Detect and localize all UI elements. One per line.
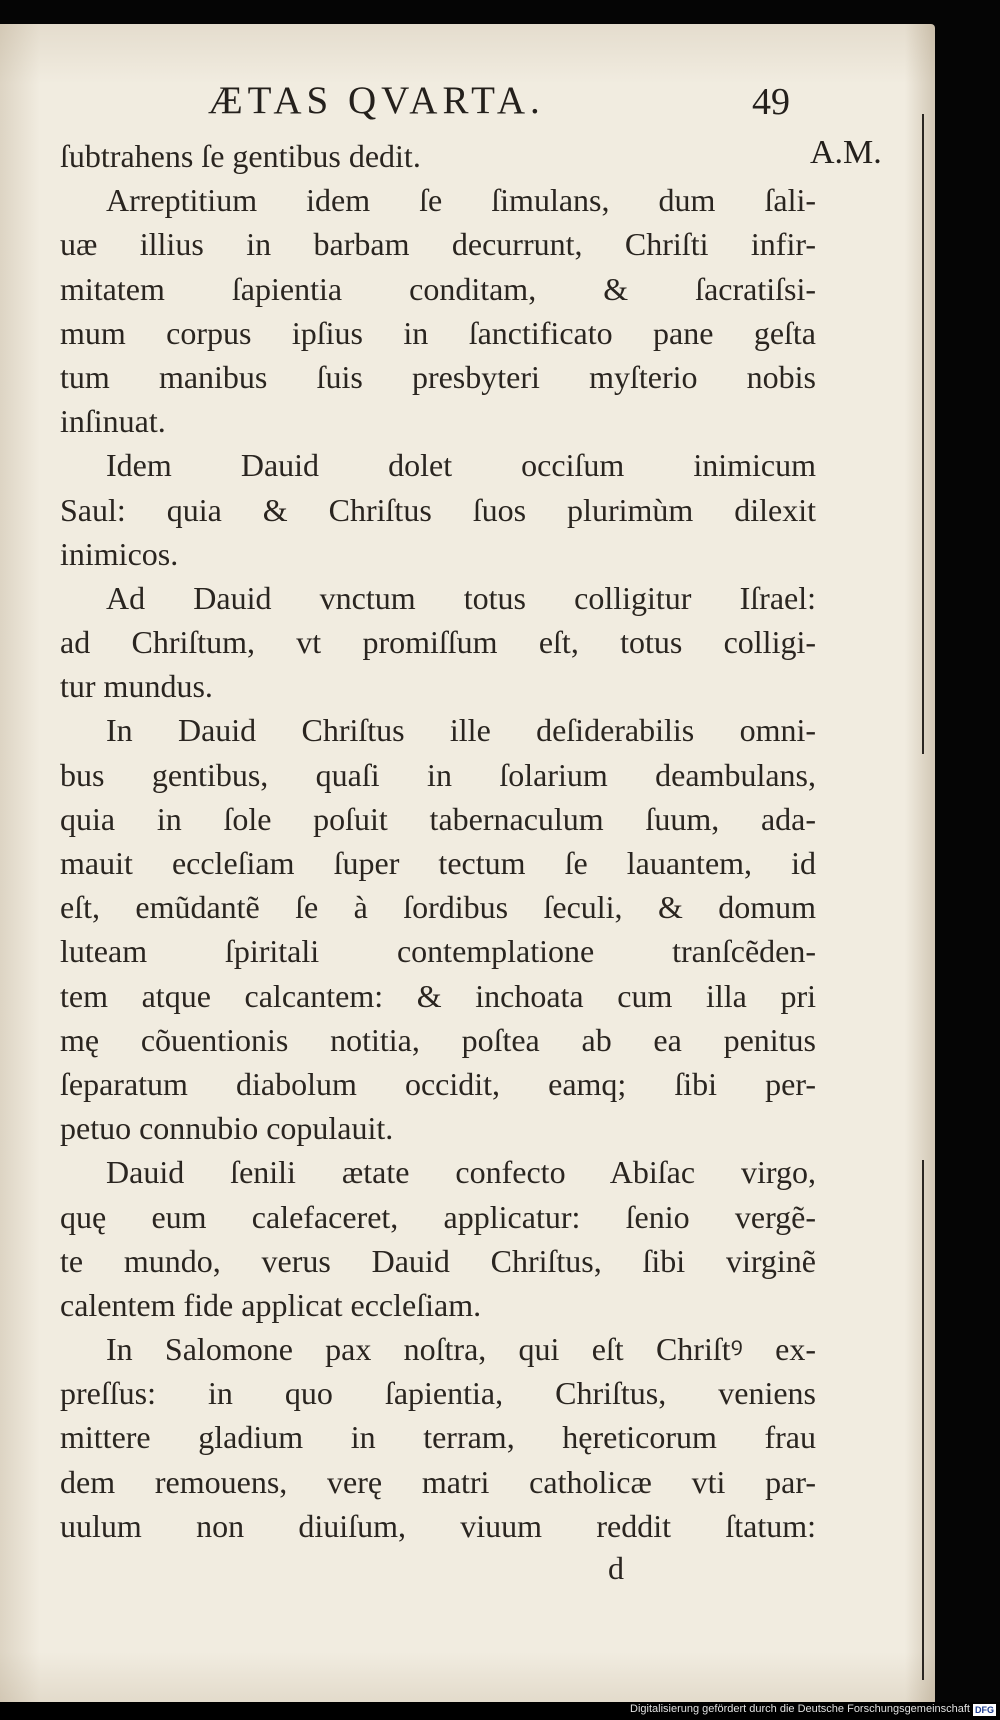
text-line: preſſus: in quo ſapientia, Chriſtus, veniens [60, 1375, 816, 1412]
text-line: eſt, emũdantẽ ſe à ſordibus ſeculi, & domum [60, 889, 816, 926]
text-line: bus gentibus, quaſi in ſolarium deambulans, [60, 756, 816, 793]
catchword: d [608, 1550, 624, 1586]
marginal-note: A.M. [810, 134, 882, 171]
body-text [60, 134, 816, 1548]
text-line: uæ illius in barbam decurrunt, Chriſti infir- [60, 226, 816, 263]
text-line: tum manibus ſuis presbyteri myſterio nobis [60, 358, 816, 395]
text-line: luteam ſpiritali contemplatione tranſcẽden- [60, 933, 816, 970]
text-line: tem atque calcantem: & inchoata cum illa pri [60, 977, 816, 1014]
text-line: Arreptitium idem ſe ſimulans, dum ſali- [106, 182, 816, 219]
text-line: calentem fide applicat eccleſiam. [60, 1286, 482, 1323]
text-line: te mundo, verus Dauid Chriſtus, ſibi virginẽ [60, 1242, 816, 1279]
text-line: mitatem ſapientia conditam, & ſacratiſsi- [60, 270, 816, 307]
text-line: inſinuat. [60, 403, 166, 440]
text-line: mittere gladium in terram, hęreticorum frau [60, 1419, 816, 1456]
text-line: Dauid ſenili ætate confecto Abiſac virgo, [106, 1154, 816, 1191]
text-line: uulum non diuiſum, viuum reddit ſtatum: [60, 1507, 816, 1544]
text-line: mum corpus ipſius in ſanctificato pane geſta [60, 314, 816, 351]
text-line: dem remouens, verę matri catholicæ vti par- [60, 1463, 816, 1500]
text-line: mę cõuentionis notitia, poſtea ab ea penitus [60, 1021, 816, 1058]
text-line: Saul: quia & Chriſtus ſuos plurimùm dilexit [60, 491, 816, 528]
running-title: ÆTAS QVARTA. [208, 79, 545, 122]
text-line: Idem Dauid dolet occiſum inimicum [106, 447, 816, 484]
text-line: In Salomone pax noſtra, qui eſt Chriſtꝰ ex- [106, 1331, 816, 1368]
text-line: petuo connubio copulauit. [60, 1110, 394, 1147]
dfg-logo: DFG [975, 1705, 994, 1715]
margin-rule-bottom [922, 1160, 924, 1680]
text-line: ſeparatum diabolum occidit, eamq; ſibi per- [60, 1065, 816, 1102]
text-line: ſubtrahens ſe gentibus dedit. [60, 138, 421, 174]
page-number: 49 [752, 81, 790, 123]
text-line: tur mundus. [60, 668, 213, 705]
text-line: In Dauid Chriſtus ille deſiderabilis omni- [106, 712, 816, 749]
text-line: mauit eccleſiam ſuper tectum ſe lauantem, id [60, 845, 816, 881]
text-line: quia in ſole poſuit tabernaculum ſuum, ada- [60, 800, 816, 837]
funding-credit: Digitalisierung gefördert durch die Deutsche Forschungsgemeinschaft [630, 1703, 970, 1715]
text-line: ad Chriſtum, vt promiſſum eſt, totus colligi- [60, 624, 816, 661]
margin-rule-top [922, 114, 924, 754]
text-line: quę eum calefaceret, applicatur: ſenio vergẽ- [60, 1198, 816, 1235]
text-line: Ad Dauid vnctum totus colligitur Iſrael: [106, 579, 816, 616]
page-header [0, 78, 935, 128]
text-line: inimicos. [60, 535, 179, 572]
